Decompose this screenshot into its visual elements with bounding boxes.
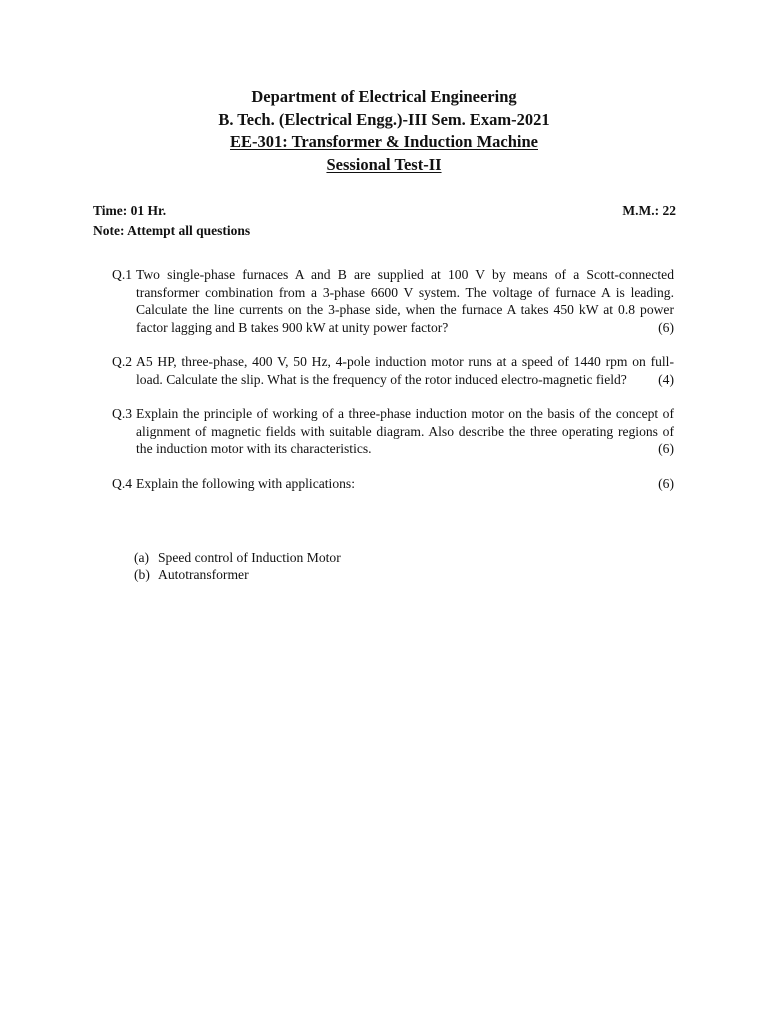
question-number: Q.4	[112, 475, 133, 491]
question-4-subitems	[134, 549, 341, 583]
question-4	[112, 475, 674, 493]
question-text: A5 HP, three-phase, 400 V, 50 Hz, 4-pole induction motor runs at a speed of 1440 rpm on full-load. Calculate the slip. What is the frequency of the rotor induced electro-magnetic field?	[136, 354, 674, 387]
question-number: Q.1	[112, 267, 133, 282]
question-body	[136, 266, 674, 336]
question-marks: (6)	[658, 319, 674, 335]
question-marks: (6)	[658, 475, 674, 491]
subitem-b	[134, 566, 341, 583]
subitem-a	[134, 549, 341, 566]
course-title: EE-301: Transformer & Induction Machine	[230, 132, 538, 151]
question-body	[136, 405, 674, 458]
question-3	[112, 405, 674, 458]
subitem-label: (b)	[134, 567, 150, 582]
question-1	[112, 266, 674, 336]
document-header	[0, 86, 768, 176]
question-number: Q.3	[112, 406, 133, 421]
exam-meta	[93, 201, 676, 241]
max-marks-label: M.M.: 22	[622, 203, 676, 218]
question-2	[112, 353, 674, 388]
subitem-text: Autotransformer	[158, 567, 249, 582]
question-text: Explain the principle of working of a three-phase induction motor on the basis of the concept of alignment of magnetic fields with suitable diagram. Also describe the three operating regions of the induction motor with its characteristics.	[136, 406, 674, 456]
question-body	[136, 475, 674, 493]
question-body	[136, 353, 674, 388]
subitem-text: Speed control of Induction Motor	[158, 550, 341, 565]
time-marks-row	[93, 201, 676, 221]
subitem-label: (a)	[134, 550, 150, 565]
question-text: Two single-phase furnaces A and B are supplied at 100 V by means of a Scott-connected transformer combination from a 3-phase 6600 V system. The voltage of furnace A is leading. Calculate the line currents on the 3-phase side, when the furnace A takes 450 kW at 0.8 power factor lagging and B takes 900 kW at unity power factor?	[136, 267, 674, 335]
instruction-note: Note: Attempt all questions	[93, 223, 251, 238]
question-list	[112, 266, 674, 509]
question-number: Q.2	[112, 354, 133, 369]
department-title: Department of Electrical Engineering	[251, 87, 517, 106]
question-text: Explain the following with applications:	[136, 475, 355, 491]
question-marks: (4)	[658, 371, 674, 387]
test-title: Sessional Test-II	[326, 154, 442, 174]
program-title: B. Tech. (Electrical Engg.)-III Sem. Exam-2021	[218, 109, 550, 129]
question-marks: (6)	[658, 441, 674, 456]
time-label: Time: 01 Hr.	[93, 203, 167, 218]
